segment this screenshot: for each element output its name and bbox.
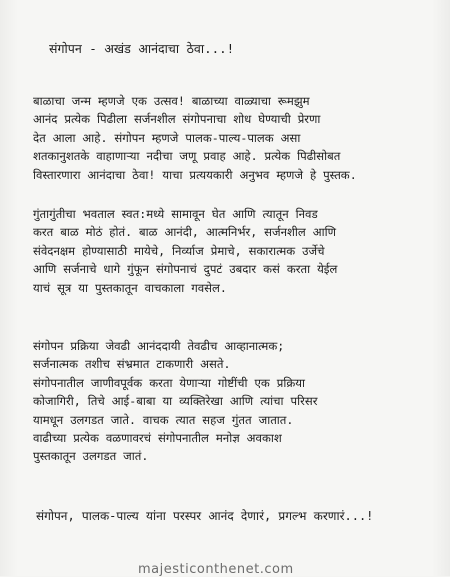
paragraph-line: बाळाचा जन्म म्हणजे एक उत्सव! बाळाच्या वाळ्याचा रूमझुम (33, 94, 310, 108)
footer-watermark: majesticonthenet.com (138, 562, 294, 577)
paragraph-line: पुस्तकातून उलगडत जातं. (33, 449, 149, 464)
paragraph-line: संगोपन प्रक्रिया जेवढी आनंददायी तेवढीच आव्हानात्मक; (33, 339, 285, 353)
document-title: संगोपन - अखंड आनंदाचा ठेवा...! (49, 41, 235, 56)
paragraph-line: संवेदनक्षम होण्यासाठी मायेचे, निर्व्याज प्रेमाचे, सकारात्मक उर्जेचे (33, 243, 325, 258)
paragraph-line: शतकानुशतके वाहाणाऱ्या नदीचा जणू प्रवाह आहे. प्रत्येक पिढीसोबत (33, 149, 341, 164)
paragraph-2 (33, 205, 433, 297)
paragraph-line: संगोपनातील जाणीवपूर्वक करता येणाऱ्या गोष्टींची एक प्रक्रिया (33, 375, 306, 390)
paragraph-line: गुंतागुंतीचा भवताल स्वत:मध्ये सामावून घेत आणि त्यातून निवड (33, 207, 318, 221)
paragraph-line: देत आला आहे. संगोपन म्हणजे पालक-पाल्य-पालक असा (33, 130, 301, 145)
paragraph-line: वाढीच्या प्रत्येक वळणावरचं संगोपनातील मनोज्ञ अवकाश (33, 431, 282, 446)
paragraph-line: करत बाळ मोठं होतं. बाळ आनंदी, आत्मनिर्भर, सर्जनशील आणि (33, 225, 337, 240)
paragraph-3 (33, 337, 433, 466)
paragraph-1 (33, 92, 433, 184)
paragraph-line: कोजागिरी, तिचे आई-बाबा या व्यक्तिरेखा आणि त्यांचा परिसर (33, 394, 318, 409)
paragraph-line: विस्तारणारा आनंदाचा ठेवा! याचा प्रत्ययकारी अनुभव म्हणजे हे पुस्तक. (33, 167, 357, 182)
paragraph-line: आणि सर्जनाचे धागे गुंफून संगोपनाचं दुपटं उबदार कसं करता येईल (33, 262, 338, 277)
paragraph-line: याचं सूत्र या पुस्तकातून वाचकाला गवसेल. (33, 280, 227, 295)
paragraph-line: यामधून उलगडत जाते. वाचक त्यात सहज गुंतत जातात. (33, 412, 294, 427)
paragraph-line: आनंद प्रत्येक पिढीला सर्जनशील संगोपनाचा शोध घेण्याची प्रेरणा (33, 112, 321, 127)
paragraph-line: सर्जनात्मक तशीच संभ्रमात टाकणारी असते. (33, 357, 231, 372)
closing-line: संगोपन, पालक-पाल्य यांना परस्पर आनंद देणारं, प्रगल्भ करणारं...! (36, 509, 374, 523)
